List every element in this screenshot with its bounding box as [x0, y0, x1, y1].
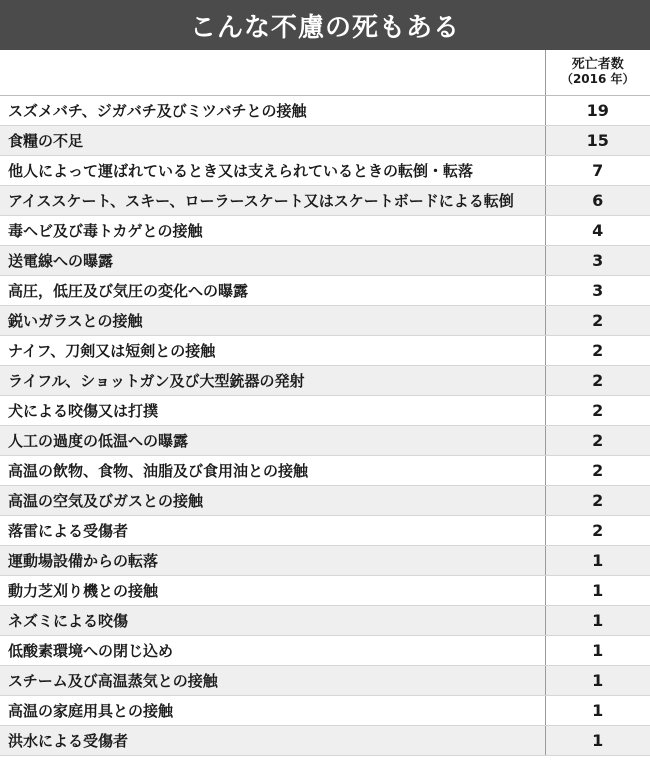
cause-cell: 毒ヘビ及び毒トカゲとの接触	[0, 215, 545, 245]
deaths-cell: 3	[545, 245, 650, 275]
table-row	[0, 335, 650, 365]
cause-cell: 人工の過度の低温への曝露	[0, 425, 545, 455]
table-row	[0, 455, 650, 485]
deaths-cell: 2	[545, 395, 650, 425]
deaths-cell: 1	[545, 605, 650, 635]
table-row	[0, 485, 650, 515]
cause-cell: 高温の飲物、食物、油脂及び食用油との接触	[0, 455, 545, 485]
cause-cell: ネズミによる咬傷	[0, 605, 545, 635]
deaths-cell: 2	[545, 515, 650, 545]
cause-cell: アイススケート、スキー、ローラースケート又はスケートボードによる転倒	[0, 185, 545, 215]
table-row	[0, 215, 650, 245]
table-row	[0, 275, 650, 305]
header-year-label: （2016 年）	[560, 72, 635, 87]
cause-cell: 洪水による受傷者	[0, 725, 545, 755]
deaths-cell: 2	[545, 425, 650, 455]
cause-cell: 低酸素環境への閉じ込め	[0, 635, 545, 665]
cause-cell: 高温の家庭用具との接触	[0, 695, 545, 725]
table-row	[0, 185, 650, 215]
table-row	[0, 665, 650, 695]
deaths-cell: 6	[545, 185, 650, 215]
table-row	[0, 305, 650, 335]
table-row	[0, 725, 650, 755]
cause-cell: 送電線への曝露	[0, 245, 545, 275]
table-row	[0, 155, 650, 185]
table-row	[0, 95, 650, 125]
page-title: こんな不慮の死もある	[0, 0, 650, 50]
header-count-cell	[545, 50, 650, 95]
table-row	[0, 515, 650, 545]
table-row	[0, 395, 650, 425]
cause-cell: 食糧の不足	[0, 125, 545, 155]
table-row	[0, 365, 650, 395]
cause-cell: 運動場設備からの転落	[0, 545, 545, 575]
table-row	[0, 245, 650, 275]
cause-cell: スズメバチ、ジガバチ及びミツバチとの接触	[0, 95, 545, 125]
cause-cell: ナイフ、刀剣又は短剣との接触	[0, 335, 545, 365]
cause-cell: 他人によって運ばれているとき又は支えられているときの転倒・転落	[0, 155, 545, 185]
cause-cell: ライフル、ショットガン及び大型銃器の発射	[0, 365, 545, 395]
table-row	[0, 575, 650, 605]
deaths-cell: 2	[545, 305, 650, 335]
table-row	[0, 125, 650, 155]
deaths-cell: 1	[545, 725, 650, 755]
deaths-cell: 2	[545, 365, 650, 395]
header-cause-cell	[0, 50, 545, 95]
table-header-row	[0, 50, 650, 95]
deaths-cell: 1	[545, 545, 650, 575]
cause-cell: 高温の空気及びガスとの接触	[0, 485, 545, 515]
deaths-cell: 15	[545, 125, 650, 155]
table-row	[0, 545, 650, 575]
deaths-cell: 7	[545, 155, 650, 185]
cause-cell: 落雷による受傷者	[0, 515, 545, 545]
deaths-cell: 1	[545, 575, 650, 605]
table-row	[0, 425, 650, 455]
cause-cell: 動力芝刈り機との接触	[0, 575, 545, 605]
table-row	[0, 635, 650, 665]
cause-cell: 高圧，低圧及び気圧の変化への曝露	[0, 275, 545, 305]
cause-cell: 犬による咬傷又は打撲	[0, 395, 545, 425]
cause-cell: 鋭いガラスとの接触	[0, 305, 545, 335]
table-row	[0, 695, 650, 725]
header-count-label: 死亡者数	[571, 57, 624, 73]
deaths-cell: 4	[545, 215, 650, 245]
deaths-cell: 2	[545, 455, 650, 485]
deaths-cell: 2	[545, 335, 650, 365]
deaths-cell: 1	[545, 695, 650, 725]
cause-cell: スチーム及び高温蒸気との接触	[0, 665, 545, 695]
deaths-cell: 2	[545, 485, 650, 515]
deaths-table	[0, 50, 650, 756]
deaths-cell: 1	[545, 635, 650, 665]
deaths-cell: 3	[545, 275, 650, 305]
deaths-cell: 19	[545, 95, 650, 125]
table-row	[0, 605, 650, 635]
deaths-cell: 1	[545, 665, 650, 695]
